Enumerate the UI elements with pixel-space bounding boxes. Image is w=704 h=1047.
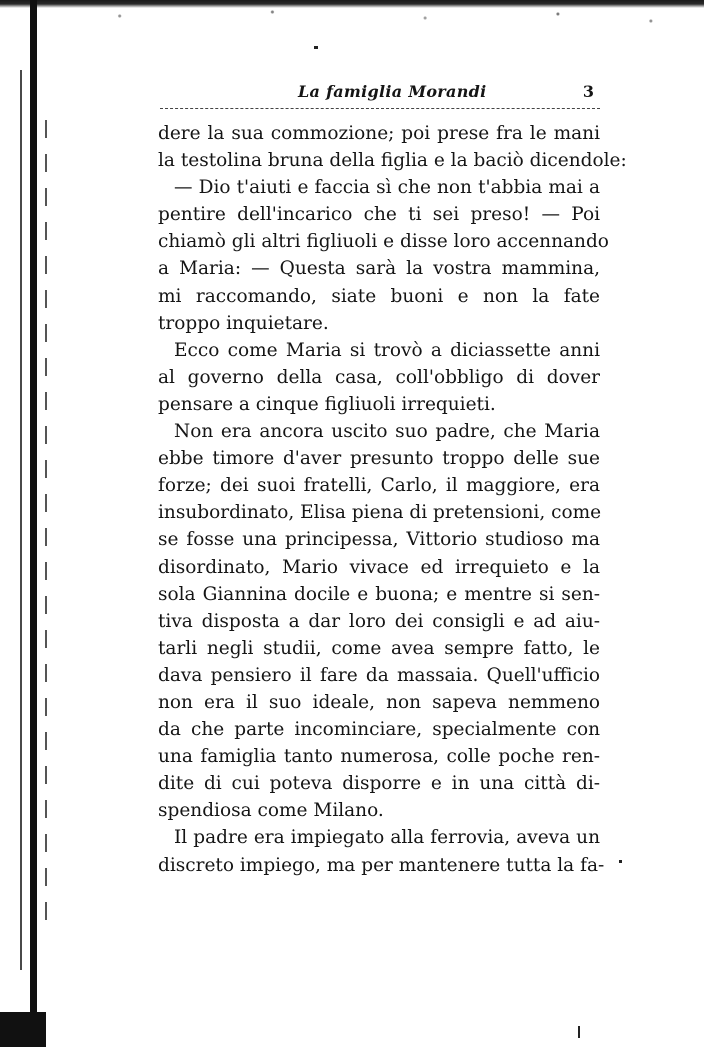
text-line: la testolina bruna della figlia e la baciò dicendole: [158, 150, 627, 172]
text-line: troppo inquietare. [158, 312, 329, 334]
text-line: dere la sua commozione; poi prese fra le mani [158, 123, 600, 144]
text-line: spendiosa come Milano. [158, 800, 384, 822]
text-line: una famiglia tanto numerosa, colle poche ren- [158, 746, 600, 768]
page-header [160, 82, 600, 109]
spine-dark-band [30, 0, 37, 1047]
stray-mark [578, 1026, 580, 1038]
text-line: mi raccomando, siate buoni e non la fate [158, 285, 600, 307]
text-line: non era il suo ideale, non sapeva nemmeno [158, 691, 600, 713]
text-line: ebbe timore d'aver presunto troppo delle sue [158, 448, 600, 470]
running-title: La famiglia Morandi [298, 82, 487, 101]
book-spine-shadow [0, 0, 56, 1047]
text-line: discreto impiego, ma per mantenere tutta la fa- [158, 854, 605, 876]
text-line: insubordinato, Elisa piena di pretensioni, come [158, 502, 602, 524]
text-line: — Dio t'aiuti e faccia sì che non t'abbia mai a [174, 177, 600, 199]
text-line: Ecco come Maria si trovò a diciassette anni [174, 339, 600, 361]
spine-bottom-corner [0, 1012, 46, 1047]
page-top-edge-shadow [0, 0, 704, 8]
spine-edge-line [20, 70, 22, 970]
text-line: pentire dell'incarico che ti sei preso! — Poi [158, 204, 600, 226]
text-line: a Maria: — Questa sarà la vostra mammina, [158, 258, 600, 280]
page-top-speckle [40, 8, 704, 28]
text-line: Il padre era impiegato alla ferrovia, aveva un [174, 827, 600, 849]
text-line: dava pensiero il fare da massaia. Quell'ufficio [158, 664, 600, 686]
text-line: pensare a cinque figliuoli irrequieti. [158, 393, 496, 415]
text-line: da che parte incominciare, specialmente con [158, 719, 600, 741]
text-line: dite di cui poteva disporre e in una città di- [158, 773, 600, 795]
text-line: se fosse una principessa, Vittorio studioso ma [158, 529, 600, 551]
text-line: forze; dei suoi fratelli, Carlo, il maggiore, era [158, 475, 600, 497]
text-line: tiva disposta a dar loro dei consigli e ad aiu- [158, 610, 600, 632]
stray-mark [314, 46, 318, 49]
text-line: Non era ancora uscito suo padre, che Maria [174, 421, 600, 443]
page-number: 3 [582, 82, 594, 101]
body-text [158, 120, 627, 879]
text-line: chiamò gli altri figliuoli e disse loro accennando [158, 231, 609, 253]
text-line: sola Giannina docile e buona; e mentre si sen- [158, 583, 600, 605]
text-line: al governo della casa, coll'obbligo di dover [158, 366, 600, 388]
text-line: tarli negli studii, come avea sempre fatto, le [158, 637, 600, 659]
spine-broken-line [45, 120, 47, 920]
text-line: disordinato, Mario vivace ed irrequieto e la [158, 556, 600, 578]
stray-mark [619, 860, 622, 863]
